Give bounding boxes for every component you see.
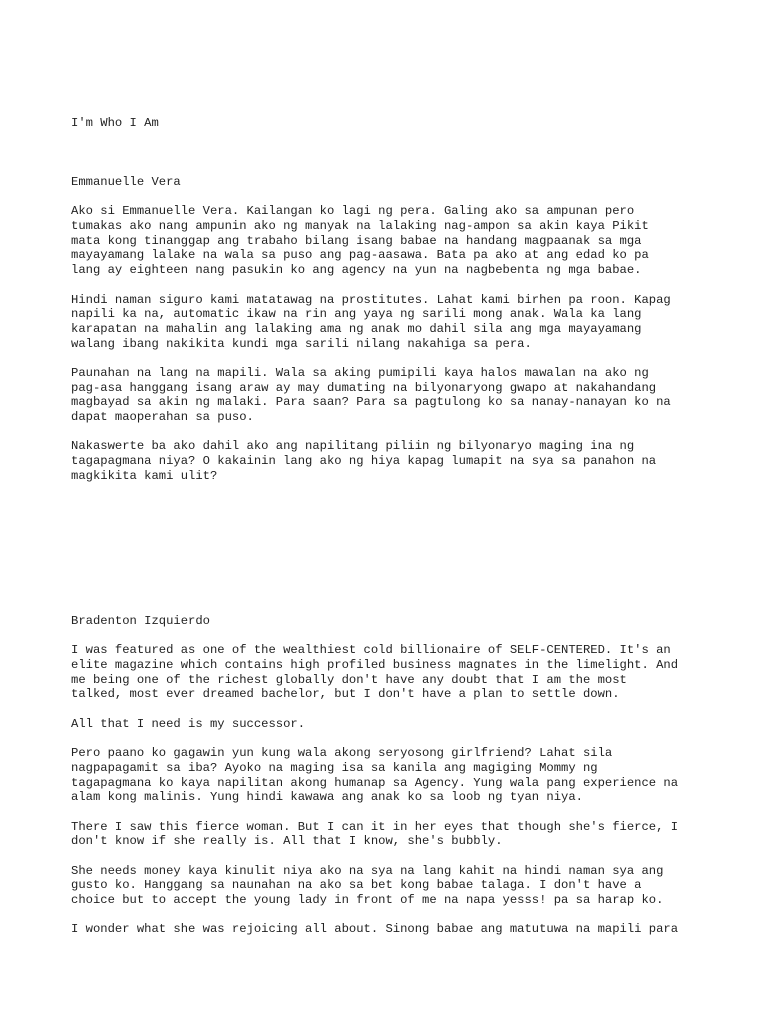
text-line: Pero paano ko gagawin yun kung wala akong seryosong girlfriend? Lahat sila xyxy=(71,746,613,761)
text-line: magkikita kami ulit? xyxy=(71,468,218,483)
text-line: mayayamang lalake na wala sa puso ang pag-aasawa. Bata pa ako at ang edad ko pa xyxy=(71,248,649,263)
paragraph xyxy=(71,204,711,277)
text-line: tumakas ako nang ampunin ako ng manyak na lalaking nag-ampon sa akin kaya Pikit xyxy=(71,219,649,234)
text-line: walang ibang nakikita kundi mga sarili nilang nakahiga sa pera. xyxy=(71,336,532,351)
paragraph xyxy=(71,439,711,483)
text-line: pag-asa hanggang isang araw ay may dumating na bilyonaryong gwapo at nakahandang xyxy=(71,380,657,395)
paragraph xyxy=(71,717,711,732)
section-heading: Bradenton Izquierdo xyxy=(71,614,210,628)
text-line: karapatan na mahalin ang lalaking ama ng anak mo dahil sila ang mga mayayamang xyxy=(71,321,642,336)
text-line: She needs money kaya kinulit niya ako na sya na lang kahit na hindi naman sya ang xyxy=(71,863,664,878)
text-line: dapat maoperahan sa puso. xyxy=(71,410,254,425)
text-line: tagapagmana ko kaya napilitan akong humanap sa Agency. Yung wala pang experience na xyxy=(71,775,679,790)
section-body xyxy=(71,643,711,937)
text-line: Paunahan na lang na mapili. Wala sa aking pumipili kaya halos mawalan na ako ng xyxy=(71,365,649,380)
paragraph xyxy=(71,293,711,352)
paragraph xyxy=(71,643,711,702)
section-body xyxy=(71,204,711,483)
paragraph xyxy=(71,820,711,849)
text-line: choice but to accept the young lady in front of me na napa yesss! pa sa harap ko. xyxy=(71,893,664,908)
text-line: me being one of the richest globally don't have any doubt that I am the most xyxy=(71,672,627,687)
text-line: napili ka na, automatic ikaw na rin ang yaya ng sarili mong anak. Wala ka lang xyxy=(71,307,642,322)
text-line: nagpapagamit sa iba? Ayoko na maging isa sa kanila ang magiging Mommy ng xyxy=(71,760,598,775)
paragraph xyxy=(71,864,711,908)
text-line: don't know if she really is. All that I know, she's bubbly. xyxy=(71,834,503,849)
text-line: magbayad sa akin ng malaki. Para saan? Para sa pagtulong ko sa nanay-nanayan ko na xyxy=(71,395,671,410)
text-line: Ako si Emmanuelle Vera. Kailangan ko lagi ng pera. Galing ako sa ampunan pero xyxy=(71,204,635,219)
text-line: elite magazine which contains high profiled business magnates in the limelight. And xyxy=(71,658,679,673)
text-line: Hindi naman siguro kami matatawag na prostitutes. Lahat kami birhen pa roon. Kapag xyxy=(71,292,671,307)
document-title: I'm Who I Am xyxy=(71,116,159,130)
section-bradenton xyxy=(71,614,711,952)
paragraph xyxy=(71,922,711,937)
text-line: There I saw this fierce woman. But I can it in her eyes that though she's fierce, I xyxy=(71,819,679,834)
text-line: tagapagmana niya? O kakainin lang ako ng hiya kapag lumapit na sya sa panahon na xyxy=(71,454,657,469)
text-line: I was featured as one of the wealthiest cold billionaire of SELF-CENTERED. It's an xyxy=(71,643,671,658)
text-line: Nakaswerte ba ako dahil ako ang napilitang piliin ng bilyonaryo maging ina ng xyxy=(71,439,635,454)
section-emmanuelle xyxy=(71,175,711,498)
text-line: gusto ko. Hanggang sa naunahan na ako sa bet kong babae talaga. I don't have a xyxy=(71,878,642,893)
text-line: lang ay eighteen nang pasukin ko ang agency na yun na nagbebenta ng mga babae. xyxy=(71,263,642,278)
text-line: All that I need is my successor. xyxy=(71,716,306,731)
text-line: talked, most ever dreamed bachelor, but I don't have a plan to settle down. xyxy=(71,687,620,702)
paragraph xyxy=(71,746,711,805)
text-line: alam kong malinis. Yung hindi kawawa ang anak ko sa loob ng tyan niya. xyxy=(71,790,583,805)
section-heading: Emmanuelle Vera xyxy=(71,175,181,189)
text-line: mata kong tinanggap ang trabaho bilang isang babae na handang magpaanak sa mga xyxy=(71,233,642,248)
text-line: I wonder what she was rejoicing all about. Sinong babae ang matutuwa na mapili para xyxy=(71,922,679,937)
paragraph xyxy=(71,366,711,425)
